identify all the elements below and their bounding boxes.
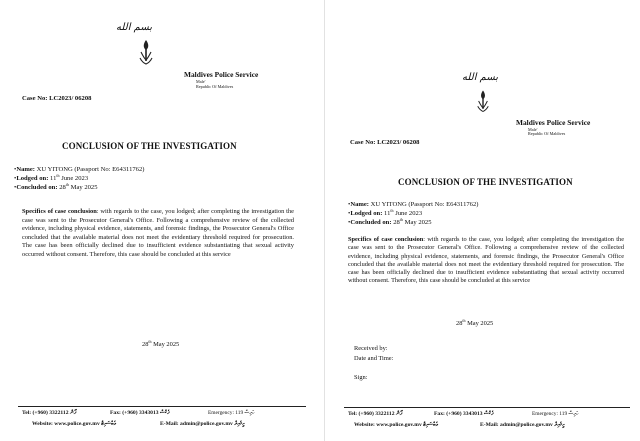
field-lodged: •Lodged on: 11th June 2023 bbox=[14, 172, 89, 182]
service-city: Male' bbox=[528, 127, 538, 132]
service-country: Republic Of Maldives bbox=[528, 131, 566, 136]
footer-website: Website: www.police.gov.mv ވެބްސައިޓް bbox=[32, 421, 117, 427]
sign-label: Sign: bbox=[354, 374, 368, 381]
conclusion-body: Specifics of case conclusion: with regards to the case, you lodged; after completing the investigation the case was sent to the Prosecutor General's Office. Following a comprehensive review of the collected evidence, including physical evidence, statements, and forensic findings, the Prosecutor General's Office concluded that the available material does not meet the evidentiary threshold required for prosecution. The case has been officially declined due to insufficient evidence substantiating that sexual activity occurred without consent. Therefore, this case should be concluded at this service bbox=[348, 236, 624, 285]
footer-rule bbox=[344, 407, 630, 408]
received-by-label: Received by: bbox=[354, 345, 388, 352]
footer-website: Website: www.police.gov.mv ވެބްސައިޓް bbox=[354, 422, 439, 428]
date-time-label: Date and Time: bbox=[354, 355, 394, 362]
name-value: XU YITONG (Passport No: E64311762) bbox=[36, 166, 145, 173]
footer-email: E-Mail: admin@police.gov.mv އީމެއިލް bbox=[480, 422, 565, 428]
field-lodged: •Lodged on: 11th June 2023 bbox=[348, 207, 423, 217]
police-emblem-icon bbox=[138, 38, 154, 66]
footer-tel: Tel: (+960) 3322112 ފޯން bbox=[22, 410, 77, 416]
lodged-label: Lodged on bbox=[16, 175, 47, 182]
concluded-label: Concluded on bbox=[16, 184, 56, 191]
field-concluded: •Concluded on: 28th May 2025 bbox=[348, 216, 432, 226]
field-concluded: •Concluded on: 28th May 2025 bbox=[14, 181, 98, 191]
field-name: •Name: XU YITONG (Passport No: E64311762) bbox=[348, 201, 479, 208]
conclusion-body: Specifics of case conclusion: with regards to the case, you lodged; after completing the investigation the case was sent to the Prosecutor General's Office. Following a comprehensive review of the collected evidence, including physical evidence, statements, and forensic findings, the Prosecutor General's Office concluded that the available material does not meet the evidentiary threshold required for prosecution. The case has been officially declined due to insufficient evidence substantiating that sexual activity occurred without consent. Therefore, this case should be concluded at this service bbox=[22, 208, 294, 258]
footer-tel: Tel: (+960) 3322112 ފޯން bbox=[348, 411, 403, 417]
letter-page-original bbox=[0, 0, 318, 441]
page-divider bbox=[324, 0, 325, 441]
case-number: Case No: LC2023/ 06208 bbox=[350, 139, 420, 146]
footer-emergency: Emergency: 119 ހަދިސާ bbox=[208, 410, 255, 416]
footer-rule bbox=[18, 406, 306, 407]
service-name: Maldives Police Service bbox=[184, 70, 259, 79]
name-label: Name: bbox=[16, 166, 35, 173]
service-name: Maldives Police Service bbox=[516, 118, 591, 127]
service-city: Male' bbox=[196, 79, 206, 84]
police-emblem-icon bbox=[476, 88, 490, 114]
footer-emergency: Emergency: 119 ހަދިސާ bbox=[532, 411, 579, 417]
letter-title: CONCLUSION OF THE INVESTIGATION bbox=[398, 177, 573, 187]
service-country: Republic Of Maldives bbox=[196, 84, 234, 89]
bismillah-calligraphy: بسم الله bbox=[116, 22, 153, 33]
field-name: •Name: XU YITONG (Passport No: E64311762) bbox=[14, 166, 145, 173]
footer-fax: Fax: (+960) 3343013 ފެކްސް bbox=[110, 410, 170, 416]
footer-fax: Fax: (+960) 3343013 ފެކްސް bbox=[434, 411, 494, 417]
footer-email: E-Mail: admin@police.gov.mv އީމެއިލް bbox=[160, 421, 245, 427]
letter-page-copy bbox=[330, 0, 640, 441]
case-number: Case No: LC2023/ 06208 bbox=[22, 95, 92, 102]
letter-date: 28th May 2025 bbox=[456, 317, 494, 327]
bismillah-calligraphy: بسم الله bbox=[462, 72, 499, 83]
letter-title: CONCLUSION OF THE INVESTIGATION bbox=[62, 141, 237, 151]
specifics-label: Specifics of case conclusion bbox=[22, 208, 97, 215]
letter-date: 28th May 2025 bbox=[142, 338, 180, 348]
